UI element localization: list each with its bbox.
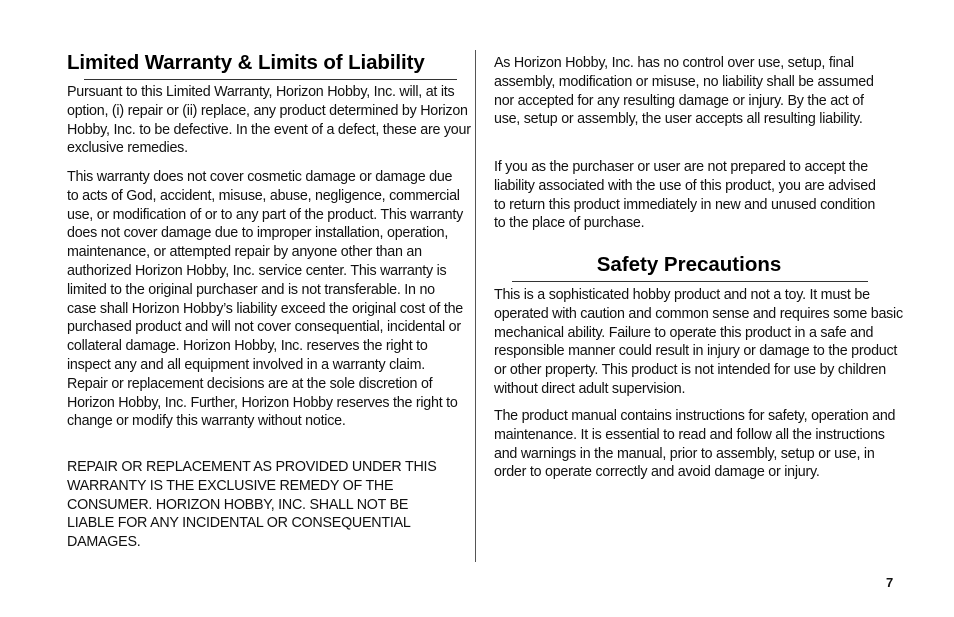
page-number: 7 [886,575,894,590]
safety-heading-rule [512,281,868,282]
safety-paragraph-1: This is a sophisticated hobby product and not a toy. It must be operated with caution and common sense and requires some basic mechanical ability. Failure to operate this product in a safe and responsible manner could result in injury or damage to the product or other property. This product is not intended for use by children without direct adult supervision. [494,287,903,397]
safety-heading: Safety Precautions [596,253,782,276]
warranty-paragraph-1: Pursuant to this Limited Warranty, Horizon Hobby, Inc. will, at its option, (i) repair or (ii) replace, any product determined by Horizon Hobby, Inc. to be defective. In the event of a defect, these are your exclusive remedies. [67,84,471,157]
warranty-paragraph-3: REPAIR OR REPLACEMENT AS PROVIDED UNDER THIS WARRANTY IS THE EXCLUSIVE REMEDY OF THE CONSUMER. HORIZON HOBBY, INC. SHALL NOT BE LIABLE FOR ANY INCIDENTAL OR CONSEQUENTIAL DAMAGES. [67,459,437,551]
warranty-paragraph-4: As Horizon Hobby, Inc. has no control over use, setup, final assembly, modification or misuse, no liability shall be assumed nor accepted for any resulting damage or injury. By the act of use, setup or assembly, the user accepts all resulting liability. [494,55,874,128]
warranty-heading-rule [84,79,457,80]
warranty-heading: Limited Warranty & Limits of Liability [67,51,425,74]
safety-paragraph-2: The product manual contains instructions for safety, operation and maintenance. It is essential to read and follow all the instructions and warnings in the manual, prior to assembly, setup or use, in order to operate correctly and avoid damage or injury. [494,408,896,481]
column-divider [475,50,476,562]
warranty-paragraph-2: This warranty does not cover cosmetic damage or damage due to acts of God, accident, misuse, abuse, negligence, commercial use, or modification of or to any part of the product. This warranty does not cover damage due to improper installation, operation, maintenance, or attempted repair by anyone other than an authorized Horizon Hobby, Inc. service center. This warranty is limited to the original purchaser and is not transferable. In no case shall Horizon Hobby’s liability exceed the original cost of the purchased product and will not cover consequential, incidental or collateral damage. Horizon Hobby, Inc. reserves the right to inspect any and all equipment involved in a warranty claim. Repair or replacement decisions are at the sole discretion of Horizon Hobby, Inc. Further, Horizon Hobby reserves the right to change or modify this warranty without notice. [67,169,463,430]
warranty-paragraph-5: If you as the purchaser or user are not prepared to accept the liability associated with the use of this product, you are advised to return this product immediately in new and unused condition to the place of purchase. [494,159,876,232]
